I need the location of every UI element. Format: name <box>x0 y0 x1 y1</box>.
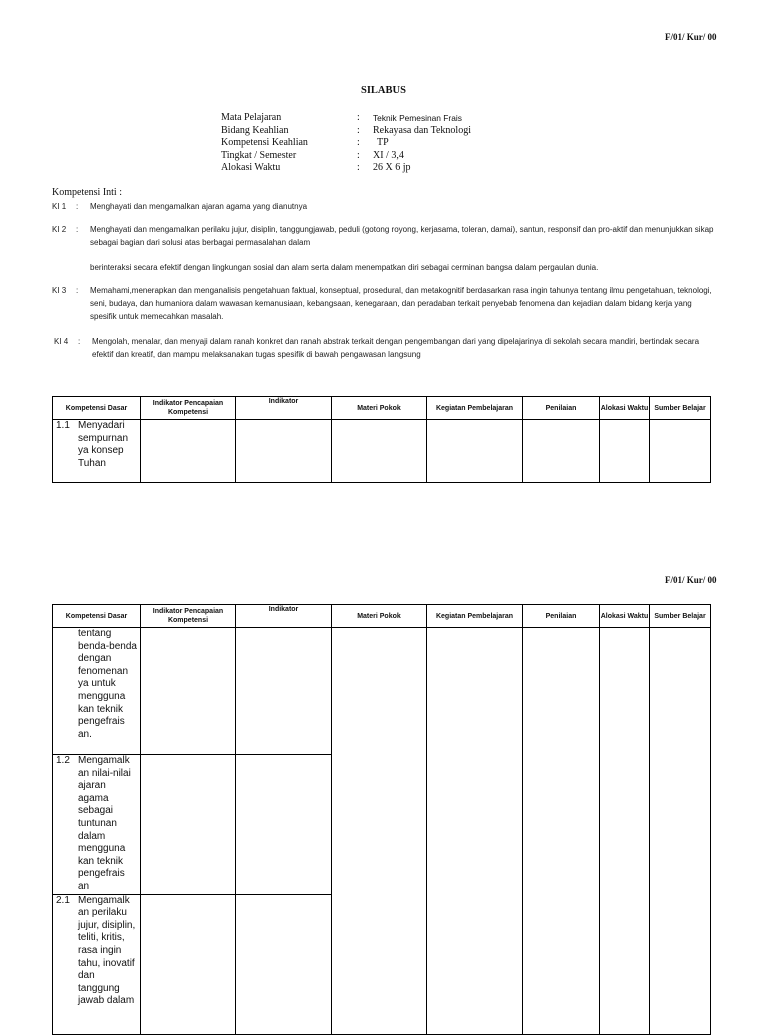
ki-text: berinteraksi secara efektif dengan lingkungan sosial dan alam serta dalam menempatkan diri sebagai cerminan bangsa dalam pergaulan dunia. <box>90 263 599 272</box>
syllabus-table-page1 <box>52 396 711 483</box>
info-colon: : <box>357 137 360 149</box>
ki-text: Menghayati dan mengamalkan perilaku jujur, disiplin, tanggungjawab, peduli (gotong royong, kerjasama, toleran, damai), santun, responsif dan pro-aktif dan menunjukkan sikap sebagai bagian dari solusi atas berbagai permasalahan dalam <box>90 225 714 247</box>
header-penilaian: Penilaian <box>523 397 600 420</box>
empty-cell <box>650 420 711 483</box>
info-row-field <box>221 125 471 138</box>
empty-cell <box>236 628 332 755</box>
info-value: Teknik Pemesinan Frais <box>373 113 462 123</box>
form-code: F/01/ Kur/ 00 <box>665 575 717 585</box>
info-label: Kompetensi Keahlian <box>221 137 308 149</box>
empty-cell <box>427 628 523 1035</box>
info-colon: : <box>357 124 360 136</box>
info-colon: : <box>357 162 360 174</box>
header-kompetensi-dasar: Kompetensi Dasar <box>53 397 141 420</box>
form-code: F/01/ Kur/ 00 <box>665 32 717 42</box>
kd-number: 2.1 <box>56 894 70 906</box>
kompetensi-dasar-cell <box>53 755 141 895</box>
info-label: Alokasi Waktu <box>221 162 281 174</box>
header-indikator-pencapaian: Indikator Pencapaian Kompetensi <box>141 397 236 420</box>
empty-cell <box>600 628 650 1035</box>
header-kegiatan-pembelajaran: Kegiatan Pembelajaran <box>427 605 523 628</box>
empty-cell <box>141 755 236 895</box>
empty-cell <box>427 420 523 483</box>
info-colon: : <box>357 149 360 161</box>
ki-code: KI 4 <box>54 337 69 346</box>
kd-text: Mengamalk an perilaku jujur, disiplin, teliti, kritis, rasa ingin tahu, inovatif dan tanggung jawab dalam <box>78 894 136 1007</box>
info-value: 26 X 6 jp <box>373 162 411 174</box>
header-sumber-belajar: Sumber Belajar <box>650 397 711 420</box>
header-alokasi-waktu: Alokasi Waktu <box>600 605 650 628</box>
info-value: XI / 3,4 <box>373 149 404 161</box>
syllabus-table-page2 <box>52 604 711 1035</box>
header-kompetensi-dasar: Kompetensi Dasar <box>53 605 141 628</box>
ki-text: Menghayati dan mengamalkan ajaran agama yang dianutnya <box>90 202 308 211</box>
header-alokasi-waktu: Alokasi Waktu <box>600 397 650 420</box>
info-row-time <box>221 162 471 175</box>
table-header-row <box>53 605 711 628</box>
empty-cell <box>141 628 236 755</box>
kompetensi-dasar-cell <box>53 420 141 483</box>
header-indikator: Indikator <box>236 397 332 420</box>
info-value: TP <box>377 137 389 149</box>
ki-code: KI 1 <box>52 202 67 211</box>
header-indikator: Indikator <box>236 605 332 628</box>
header-indikator-pencapaian: Indikator Pencapaian Kompetensi <box>141 605 236 628</box>
kd-text: Menyadari sempurnan ya konsep Tuhan <box>78 420 129 469</box>
table-row <box>53 628 711 755</box>
ki-code: KI 3 <box>52 286 67 295</box>
ki-separator: : <box>78 337 81 346</box>
page-title: SILABUS <box>361 85 406 96</box>
info-row-subject <box>221 112 471 125</box>
kompetensi-dasar-cell <box>53 894 141 1034</box>
info-colon: : <box>357 112 360 123</box>
subject-info-block <box>221 112 471 175</box>
ki-separator: : <box>76 225 79 234</box>
empty-cell <box>236 420 332 483</box>
empty-cell <box>600 420 650 483</box>
empty-cell <box>141 420 236 483</box>
kd-text: Mengamalk an nilai-nilai ajaran agama sebagai tuntunan dalam mengguna kan teknik pengefrais an <box>78 755 131 892</box>
ki-code: KI 2 <box>52 225 67 234</box>
info-row-level <box>221 150 471 163</box>
info-label: Bidang Keahlian <box>221 124 289 136</box>
info-value: Rekayasa dan Teknologi <box>373 124 471 136</box>
header-sumber-belajar: Sumber Belajar <box>650 605 711 628</box>
ki-text: Memahami,menerapkan dan menganalisis pengetahuan faktual, konseptual, prosedural, dan metakognitif berdasarkan rasa ingin tahunya tentang ilmu pengetahuan, teknologi, seni, budaya, dan humaniora dalam wawasan kemanusiaan, kebangsaan, kenegaraan, dan peradaban terkait penyebab fenomena dan kejadian dalam bidang kerja yang spesifik untuk memecahkan masalah. <box>90 286 712 321</box>
kompetensi-dasar-cell <box>53 628 141 755</box>
empty-cell <box>650 628 711 1035</box>
kd-text: tentang benda-benda dengan fenomenan ya untuk mengguna kan teknik pengefrais an. <box>78 628 137 740</box>
ki-separator: : <box>76 202 79 211</box>
info-label: Mata Pelajaran <box>221 112 282 123</box>
header-materi-pokok: Materi Pokok <box>332 605 427 628</box>
kompetensi-inti-heading: Kompetensi Inti : <box>52 187 122 198</box>
ki-separator: : <box>76 286 79 295</box>
empty-cell <box>332 420 427 483</box>
empty-cell <box>332 628 427 1035</box>
info-label: Tingkat / Semester <box>221 149 297 161</box>
empty-cell <box>236 755 332 895</box>
kd-number: 1.1 <box>56 420 70 431</box>
table-header-row <box>53 397 711 420</box>
ki-text: Mengolah, menalar, dan menyaji dalam ranah konkret dan ranah abstrak terkait dengan pengembangan dari yang dipelajarinya di sekolah secara mandiri, bertindak secara efektif dan kreatif, dan mampu melaksanakan tugas spesifik di bawah pengawasan langsung <box>92 337 700 359</box>
empty-cell <box>141 894 236 1034</box>
header-kegiatan-pembelajaran: Kegiatan Pembelajaran <box>427 397 523 420</box>
header-materi-pokok: Materi Pokok <box>332 397 427 420</box>
table-row <box>53 420 711 483</box>
header-penilaian: Penilaian <box>523 605 600 628</box>
empty-cell <box>523 420 600 483</box>
empty-cell <box>236 894 332 1034</box>
kd-number: 1.2 <box>56 755 70 766</box>
empty-cell <box>523 628 600 1035</box>
info-row-competency <box>221 137 471 150</box>
